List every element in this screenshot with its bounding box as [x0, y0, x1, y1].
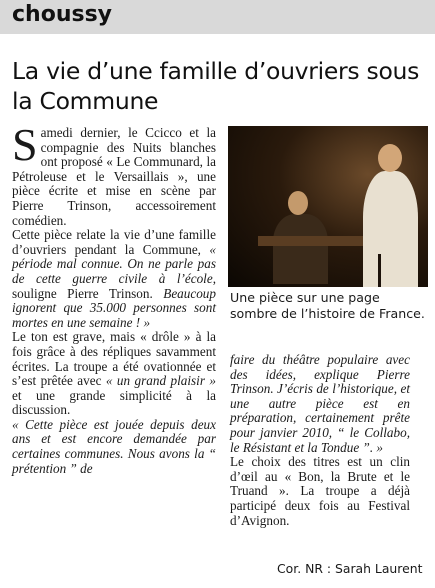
paragraph-3-text-c: et une grande simplicité à la discussion.: [12, 387, 216, 418]
actor-standing-head: [378, 144, 402, 172]
paragraph-5: [230, 353, 410, 455]
quote-1: « période mal connue. On ne parle pas de cette guerre civile à l’école: [12, 241, 216, 286]
quote-3: « un grand plaisir »: [105, 373, 216, 389]
actor-seated-figure: [273, 214, 328, 284]
paragraph-4: [12, 418, 216, 476]
section-label: choussy: [12, 2, 113, 27]
prop-stick: [378, 254, 381, 287]
quote-2: Beaucoup ignorent que 35.000 personnes sont mortes en une semaine ! »: [12, 285, 216, 330]
drop-cap: S: [12, 119, 38, 170]
actor-standing-figure: [363, 171, 418, 287]
paragraph-6: Le choix des titres est un clin d’œil au « Bon, la Brute et le Truand ». La troupe a déjà participé deux fois au Festival d’Avignon.: [230, 454, 410, 528]
paragraph-2: [12, 228, 216, 330]
paragraph-3: [12, 330, 216, 418]
paragraph-1: [12, 119, 216, 228]
article-headline: La vie d’une famille d’ouvriers sous la Commune: [12, 57, 420, 115]
quote-5: faire du théâtre populaire avec des idées, explique Pierre Trinson. J’écris de l’historique, et une autre pièce est en préparation, certainement prête pour janvier 2010, “ le Collabo, le Résistant et la Tondue ”. »: [230, 352, 410, 455]
paragraph-2-text-a: Cette pièce relate la vie d’une famille d’ouvriers pendant la Commune,: [12, 227, 216, 257]
actor-seated-head: [288, 191, 308, 215]
article-body-right: [230, 353, 410, 528]
author-credit: Cor. NR : Sarah Laurent: [277, 561, 423, 576]
photo-caption: Une pièce sur une page sombre de l’histoire de France.: [230, 290, 425, 321]
paragraph-2-text-c: , souligne Pierre Trinson.: [12, 270, 216, 301]
article-body-left: [12, 119, 216, 476]
paragraph-1-text: amedi dernier, le Ccicco et la compagnie des Nuits blanches ont proposé « Le Communard, la Pétroleuse et le Versaillais », une pièce écrite et mise en scène par Pierre Trinson, accessoirement comédien.: [12, 125, 216, 228]
prop-table: [258, 236, 368, 246]
quote-4: « Cette pièce est jouée depuis deux ans et est encore demandée par certaines communes. Nous avons la “ prétention ” de: [12, 416, 216, 476]
paragraph-3-text-a: Le ton est grave, mais « drôle » à la fois grâce à des répliques savamment écrites. La troupe a été ovationnée et s’est prêtée avec: [12, 329, 216, 389]
stage-photo: [228, 126, 428, 287]
